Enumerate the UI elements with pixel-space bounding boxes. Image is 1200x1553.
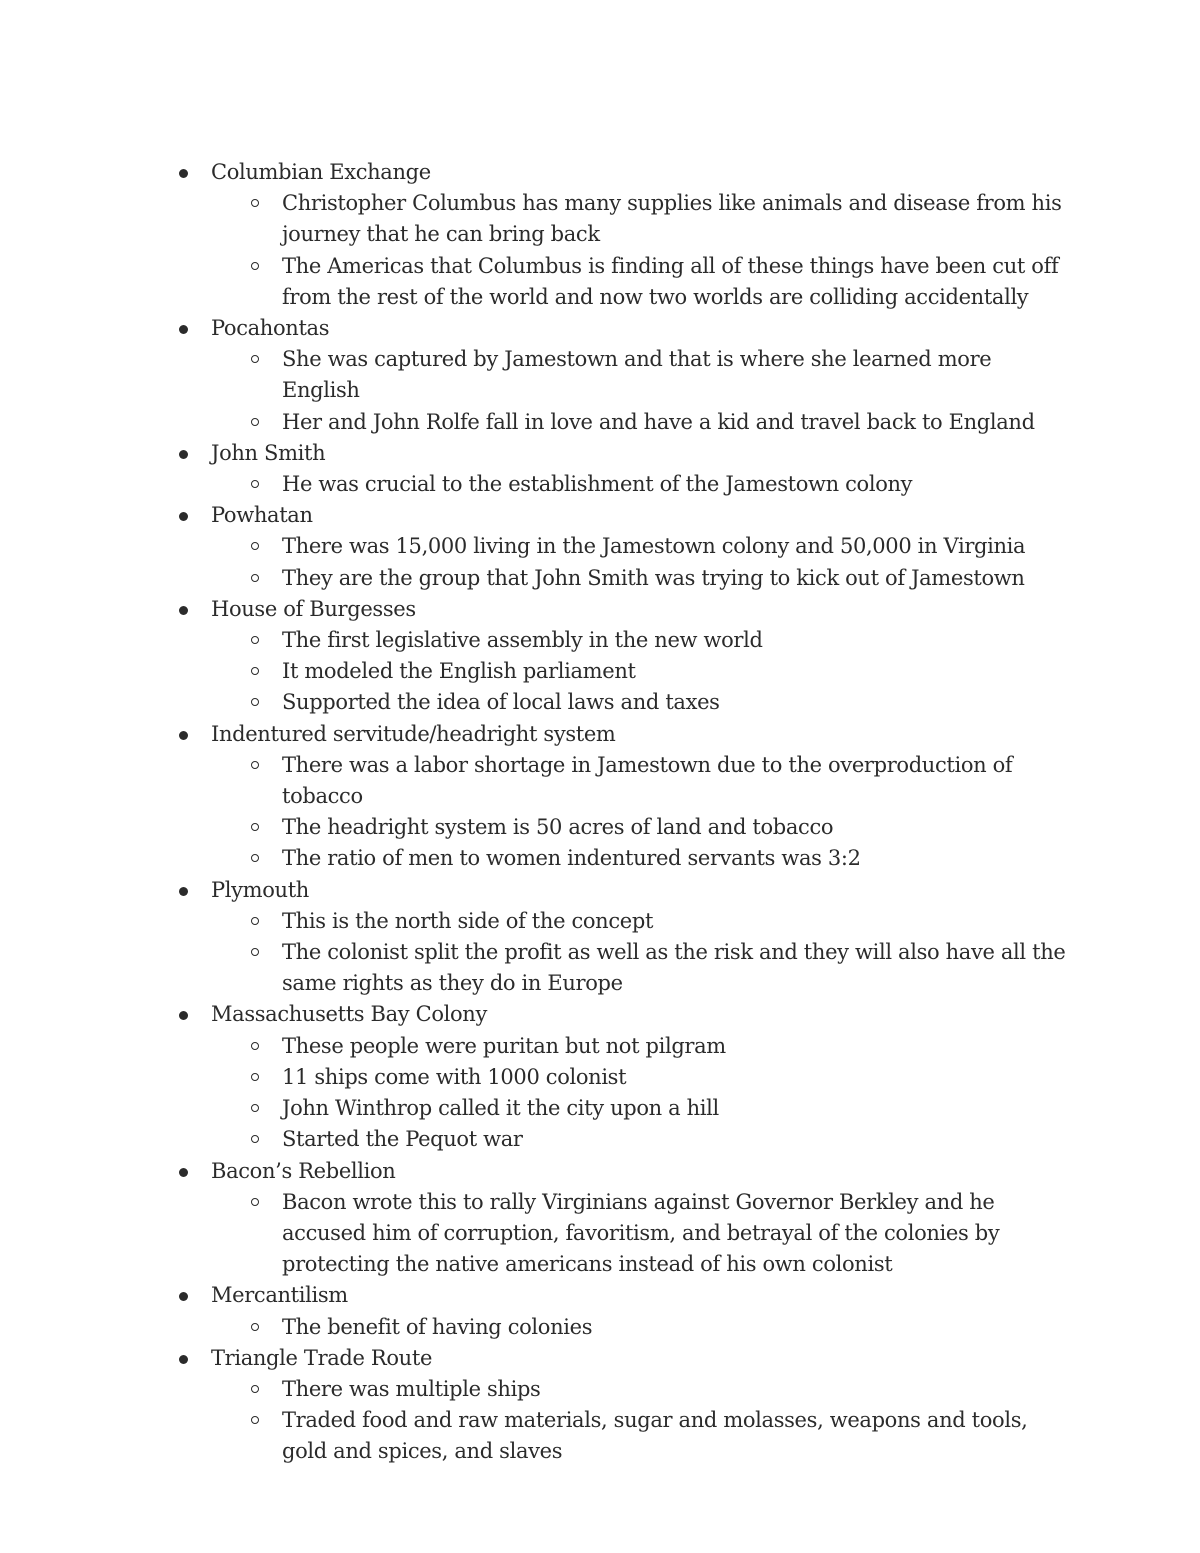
topic-title <box>211 157 1111 188</box>
sub-point <box>282 1124 1072 1155</box>
sub-point-text: Supported the idea of local laws and taxes <box>282 690 720 715</box>
sub-point-text: The headright system is 50 acres of land and tobacco <box>282 815 834 840</box>
hollow-bullet-icon <box>251 1042 259 1050</box>
sub-point <box>282 687 1072 718</box>
topic-title-text: Bacon’s Rebellion <box>211 1158 396 1183</box>
topic-item <box>0 875 1111 1000</box>
sub-point <box>282 843 1072 874</box>
sub-point-text: They are the group that John Smith was trying to kick out of Jamestown <box>282 565 1025 590</box>
topic-title <box>211 438 1111 469</box>
topic-title <box>211 313 1111 344</box>
topic-title-text: Massachusetts Bay Colony <box>211 1002 487 1027</box>
hollow-bullet-icon <box>251 574 259 582</box>
notes-document <box>0 157 1200 1468</box>
sub-point <box>282 469 1072 500</box>
filled-bullet-icon <box>179 512 188 521</box>
sub-point <box>282 1374 1072 1405</box>
sub-point <box>282 1062 1072 1093</box>
hollow-bullet-icon <box>251 1073 259 1081</box>
sub-point-text: Her and John Rolfe fall in love and have a kid and travel back to England <box>282 409 1035 434</box>
topic-item <box>0 719 1111 875</box>
topic-title <box>211 1280 1111 1311</box>
topic-item <box>0 1280 1111 1342</box>
hollow-bullet-icon <box>251 761 259 769</box>
topic-title-text: Plymouth <box>211 877 309 902</box>
filled-bullet-icon <box>179 1292 188 1301</box>
sub-point-text: The colonist split the profit as well as the risk and they will also have all the same rights as they do in Europe <box>282 940 1066 996</box>
sub-point-text: It modeled the English parliament <box>282 659 636 684</box>
hollow-bullet-icon <box>251 1135 259 1143</box>
hollow-bullet-icon <box>251 480 259 488</box>
topic-title <box>211 719 1111 750</box>
sub-point <box>282 812 1072 843</box>
topic-title-text: John Smith <box>211 440 326 465</box>
sub-point-text: The benefit of having colonies <box>282 1314 593 1339</box>
hollow-bullet-icon <box>251 418 259 426</box>
sub-point <box>282 656 1072 687</box>
filled-bullet-icon <box>179 1011 188 1020</box>
sub-point-text: 11 ships come with 1000 colonist <box>282 1064 627 1089</box>
topic-title <box>211 1156 1111 1187</box>
sub-point <box>282 1405 1072 1467</box>
sub-point <box>282 1093 1072 1124</box>
sub-point-text: She was captured by Jamestown and that is where she learned more English <box>282 347 992 403</box>
sub-point <box>282 531 1072 562</box>
hollow-bullet-icon <box>251 1104 259 1112</box>
filled-bullet-icon <box>179 606 188 615</box>
sub-point-text: The ratio of men to women indentured servants was 3:2 <box>282 846 861 871</box>
sub-point <box>282 251 1072 313</box>
topic-item <box>0 594 1111 719</box>
filled-bullet-icon <box>179 169 188 178</box>
topic-title-text: Powhatan <box>211 503 313 528</box>
topic-title <box>211 1343 1111 1374</box>
topic-title-text: Triangle Trade Route <box>211 1345 433 1370</box>
topic-title <box>211 500 1111 531</box>
hollow-bullet-icon <box>251 667 259 675</box>
sub-point-text: There was a labor shortage in Jamestown due to the overproduction of tobacco <box>282 752 1013 809</box>
sub-point-text: He was crucial to the establishment of the Jamestown colony <box>282 472 913 497</box>
filled-bullet-icon <box>179 887 188 896</box>
sub-point <box>282 750 1072 812</box>
topic-item <box>0 1156 1111 1281</box>
topic-item <box>0 157 1111 313</box>
filled-bullet-icon <box>179 1168 188 1177</box>
hollow-bullet-icon <box>251 636 259 644</box>
sub-point-text: Traded food and raw materials, sugar and molasses, weapons and tools, gold and spices, and slaves <box>282 1408 1028 1464</box>
topic-item <box>0 500 1111 594</box>
sub-point-text: Bacon wrote this to rally Virginians against Governor Berkley and he accused him of corruption, favoritism, and betrayal of the colonies by protecting the native americans instead of his own colonist <box>282 1189 1000 1277</box>
hollow-bullet-icon <box>251 854 259 862</box>
sub-point-text: The Americas that Columbus is finding all of these things have been cut off from the rest of the world and now two worlds are colliding accidentally <box>282 253 1059 309</box>
sub-point <box>282 188 1072 250</box>
topic-title-text: Indentured servitude/headright system <box>211 721 616 746</box>
topic-title-text: Pocahontas <box>211 316 330 341</box>
topic-item <box>0 1343 1111 1468</box>
topic-title <box>211 594 1111 625</box>
sub-point-text: John Winthrop called it the city upon a hill <box>282 1096 719 1121</box>
sub-point <box>282 625 1072 656</box>
hollow-bullet-icon <box>251 698 259 706</box>
topic-title <box>211 875 1111 906</box>
topic-title-text: Mercantilism <box>211 1283 348 1308</box>
sub-point <box>282 1312 1072 1343</box>
sub-point-text: There was multiple ships <box>282 1376 541 1401</box>
sub-point <box>282 407 1072 438</box>
topic-title <box>211 999 1111 1030</box>
hollow-bullet-icon <box>251 1385 259 1393</box>
topic-title-text: Columbian Exchange <box>211 160 431 184</box>
hollow-bullet-icon <box>251 1323 259 1331</box>
sub-point-text: The first legislative assembly in the new world <box>282 628 763 653</box>
hollow-bullet-icon <box>251 917 259 925</box>
sub-point-text: This is the north side of the concept <box>282 908 654 933</box>
sub-point-text: Christopher Columbus has many supplies like animals and disease from his journey that he can bring back <box>282 191 1062 247</box>
sub-point-text: These people were puritan but not pilgram <box>282 1033 726 1058</box>
sub-point <box>282 937 1072 999</box>
topic-item <box>0 999 1111 1155</box>
sub-point <box>282 1031 1072 1062</box>
hollow-bullet-icon <box>251 542 259 550</box>
topic-item <box>0 313 1111 438</box>
filled-bullet-icon <box>179 731 188 740</box>
hollow-bullet-icon <box>251 262 259 270</box>
filled-bullet-icon <box>179 325 188 334</box>
hollow-bullet-icon <box>251 823 259 831</box>
hollow-bullet-icon <box>251 199 259 207</box>
hollow-bullet-icon <box>251 1416 259 1424</box>
hollow-bullet-icon <box>251 1198 259 1206</box>
sub-point <box>282 563 1072 594</box>
sub-point <box>282 1187 1072 1281</box>
sub-point <box>282 906 1072 937</box>
filled-bullet-icon <box>179 450 188 459</box>
hollow-bullet-icon <box>251 355 259 363</box>
sub-point <box>282 344 1072 406</box>
topic-item <box>0 438 1111 500</box>
hollow-bullet-icon <box>251 948 259 956</box>
sub-point-text: Started the Pequot war <box>282 1127 523 1152</box>
filled-bullet-icon <box>179 1355 188 1364</box>
topic-title-text: House of Burgesses <box>211 596 416 621</box>
sub-point-text: There was 15,000 living in the Jamestown colony and 50,000 in Virginia <box>282 534 1026 559</box>
